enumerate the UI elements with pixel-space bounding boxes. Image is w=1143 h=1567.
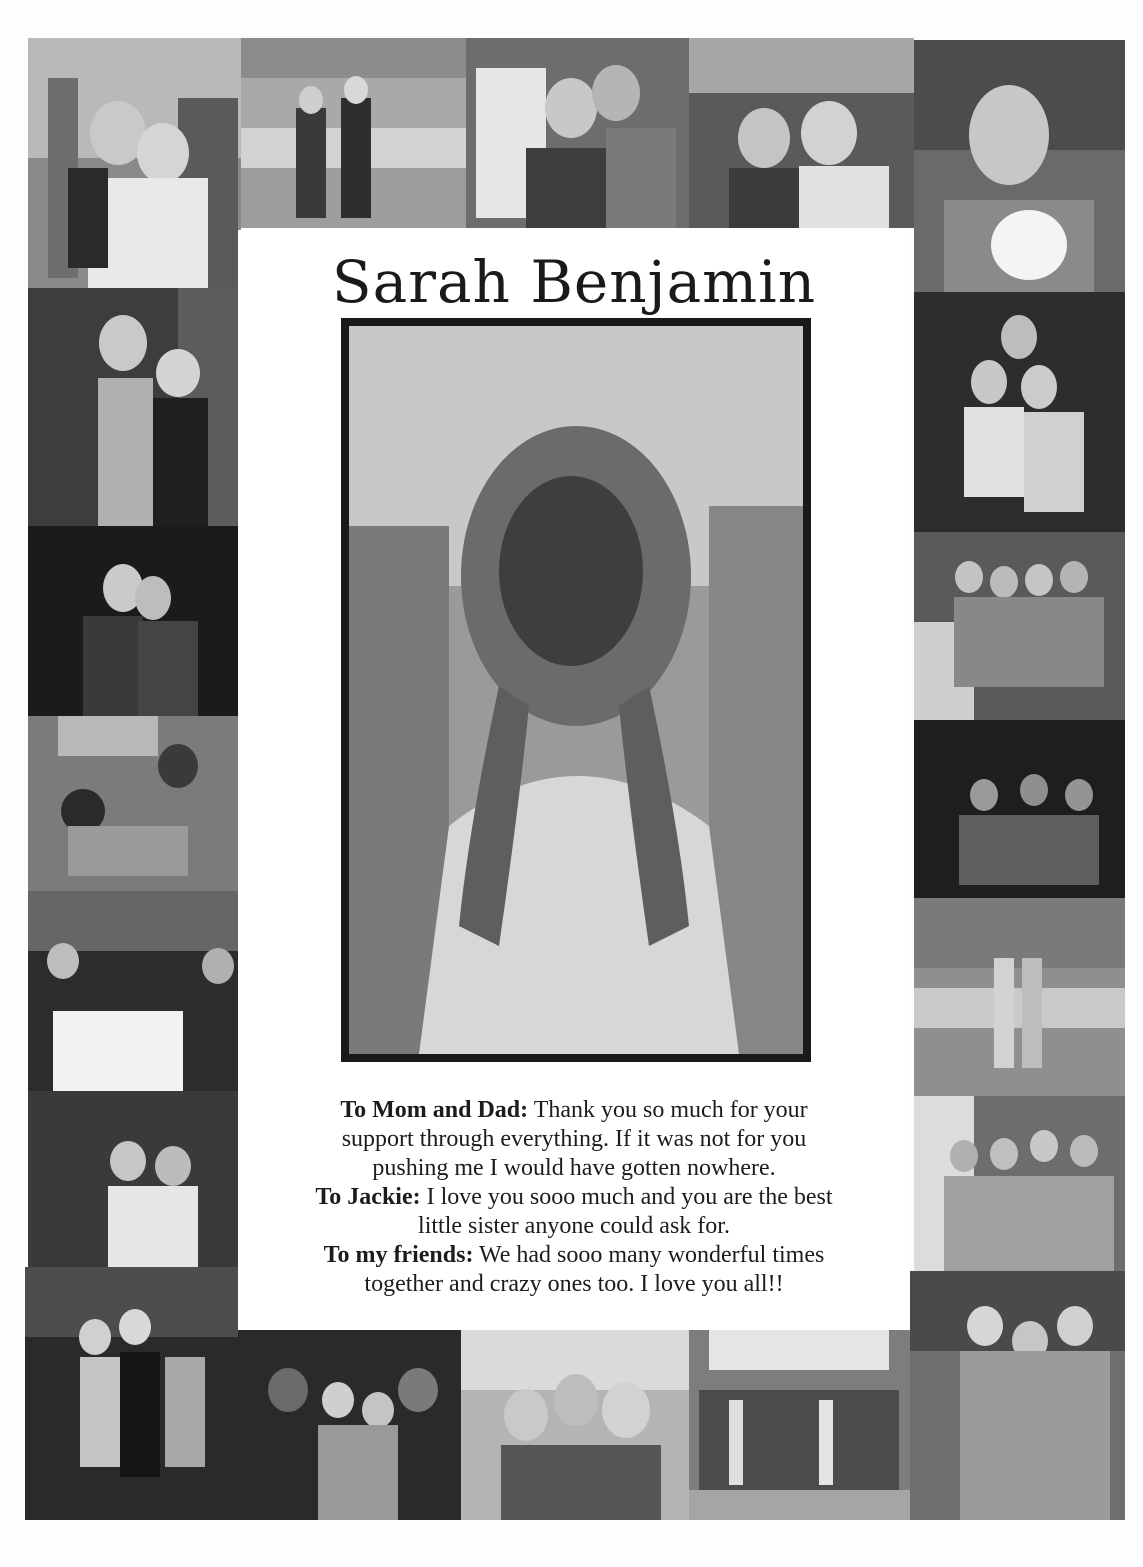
photo-life-jackets <box>914 1096 1125 1271</box>
friends-heading: To my friends: <box>323 1242 474 1268</box>
photo-chair-friends <box>466 38 689 228</box>
friends-text-1: We had sooo many wonderful times <box>473 1242 825 1268</box>
photo-night-jerseys <box>28 526 238 716</box>
photo-porch-family <box>914 292 1125 532</box>
photo-kitchen-friends <box>914 532 1125 720</box>
mom-dad-text-2: support through everything. If it was not for you <box>341 1126 807 1152</box>
mom-dad-text-1: Thank you so much for your <box>528 1097 808 1123</box>
photo-party-costumes <box>238 1330 461 1520</box>
mom-dad-line-1 <box>258 1096 890 1125</box>
dedication-message <box>258 1096 890 1299</box>
photo-evening-three <box>914 720 1125 898</box>
mom-dad-heading: To Mom and Dad: <box>340 1097 529 1123</box>
photo-costume-pair <box>28 288 238 526</box>
photo-formal-trio <box>25 1267 238 1520</box>
portrait-frame <box>341 318 811 1062</box>
photo-smiling-three <box>461 1330 689 1520</box>
friends-line-1 <box>258 1241 890 1270</box>
photo-pool-splash <box>28 716 238 891</box>
mom-dad-text-3: pushing me I would have gotten nowhere. <box>372 1155 776 1181</box>
center-panel <box>238 230 910 1330</box>
photo-city-hug <box>28 38 241 288</box>
photo-patio-night <box>28 1091 238 1267</box>
photo-garden-trio <box>910 1271 1125 1520</box>
photo-group-gowns <box>689 1330 910 1520</box>
page-title: Sarah Benjamin <box>331 248 817 316</box>
portrait-photo <box>349 326 803 1054</box>
jackie-line-1 <box>258 1183 890 1212</box>
jackie-text-2: little sister anyone could ask for. <box>418 1213 730 1239</box>
jackie-text-1: I love you sooo much and you are the best <box>420 1184 833 1210</box>
photo-girl-dog <box>914 40 1125 292</box>
friends-text-2: together and crazy ones too. I love you all!! <box>364 1271 784 1297</box>
photo-deck-mother <box>689 38 914 228</box>
photo-beach-two <box>241 38 466 228</box>
photo-dinner-table <box>28 891 238 1091</box>
jackie-heading: To Jackie: <box>315 1184 421 1210</box>
photo-ocean-pair <box>914 898 1125 1096</box>
